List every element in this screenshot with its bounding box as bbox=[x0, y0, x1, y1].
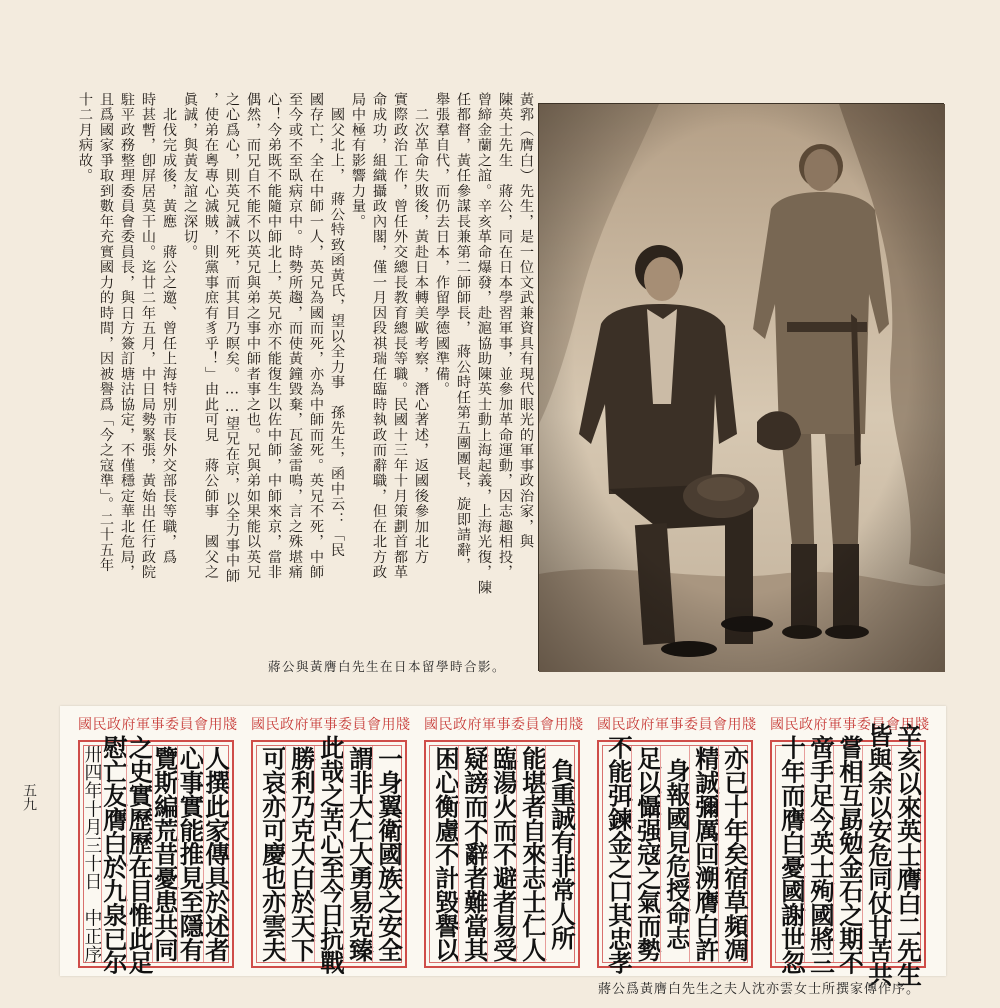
handwritten-line: 辛亥以來英士膺白二先生 bbox=[891, 746, 920, 962]
sheet-frame bbox=[424, 740, 580, 968]
text-column: 國父北上， 蔣公特致函黃氏，望以全力事 孫先生，函中云：「民 bbox=[329, 92, 345, 558]
text-column: 至今或不至臥病京中。時勢所趨，而使黃鐘毀棄，瓦釜雷鳴，言之殊堪痛 bbox=[287, 92, 303, 580]
handwritten-line: 身報國見危授命志 bbox=[660, 746, 689, 962]
handwritten-line: 勝利乃克大白於天下 bbox=[285, 746, 314, 962]
page-number: 五九 bbox=[21, 783, 37, 811]
handwritten-line: 精誠彌厲回溯膺白許 bbox=[689, 746, 718, 962]
letter-caption: 蔣公爲黃膺白先生之夫人沈亦雲女士所撰家傳作序。 bbox=[598, 982, 921, 997]
sheet-frame bbox=[597, 734, 753, 974]
letterhead: 國民政府軍事委員會用牋 bbox=[251, 717, 411, 733]
handwritten-line: 人撰此家傳具於述者 bbox=[202, 746, 231, 962]
text-column: 命成功，組織攝政內閣，僅一月因段祺瑞任臨時執政而辭職，但在北方政 bbox=[371, 92, 387, 580]
handwritten-line: 臨湯火而不避者易受 bbox=[487, 746, 516, 962]
handwritten-line: 不能弭鍊金之口其忠孝 bbox=[605, 734, 634, 974]
handwritten-line: 十年而膺白憂國謝世忽 bbox=[778, 734, 807, 974]
letter-date-signature: 卅四年十月三十日 中正序 bbox=[81, 744, 103, 964]
text-column: 舉張羣自代，而仍去日本，作留學德國準備。 bbox=[434, 92, 450, 397]
handwritten-line: 慰亡友膺白於九泉已尔 bbox=[100, 734, 129, 974]
sheet-frame bbox=[251, 734, 407, 974]
handwritten-line: 亦已十年矣宿草頻凋 bbox=[718, 746, 747, 962]
sheet-frame bbox=[78, 734, 234, 974]
text-column: 時甚暫，卽屏居莫干山。迄廿二年五月，中日局勢緊張，黃始出任行政院 bbox=[140, 92, 156, 580]
letterhead: 國民政府軍事委員會用牋 bbox=[424, 717, 584, 733]
text-column: 實際政治工作，曾任外交總長教育總長等職。民國十三年十月策劃首都革 bbox=[392, 92, 408, 580]
text-column: 心！今弟既不能隨中師北上，英兄亦不能復生以佐中師，中師來京，當非 bbox=[266, 92, 282, 580]
letter-sheet-3 bbox=[424, 714, 584, 968]
text-column: 北伐完成後，黃應 蔣公之邀、曾任上海特別市長外交部長等職，爲 bbox=[161, 92, 177, 565]
text-column: 二次革命失敗後，黃赴日本轉美歐考察，潛心著述，返國後參加北方 bbox=[413, 92, 429, 565]
handwritten-line: 此哉之苦心至今日抗戰 bbox=[314, 746, 343, 962]
handwritten-line: 啻手足今英士殉國將三 bbox=[804, 746, 833, 962]
handwritten-preface-letter bbox=[60, 706, 946, 986]
handwritten-line: 能堪者自來志士仁人 bbox=[516, 746, 545, 962]
handwritten-line: 困心衡慮不計毀譽以 bbox=[432, 746, 461, 962]
text-column: 任都督，黃任參謀長兼第二師師長， 蔣公時任第五團團長，旋即請辭， bbox=[455, 92, 471, 573]
text-column: ，使弟在粵專心滅賊，則黨事庶有豸乎！」由此可見 蔣公師事 國父之 bbox=[203, 92, 219, 580]
text-column: 十二月病故。 bbox=[77, 92, 93, 184]
handwritten-line: 皆與余以安危同仗甘苦共 bbox=[862, 746, 891, 962]
article-text bbox=[14, 92, 534, 652]
text-column: 之心爲心，則英兄誠不死，而其目乃瞑矣。……望兄在京，以全力事中師 bbox=[224, 92, 240, 584]
handwritten-line: 一身翼衛國族之安全 bbox=[372, 746, 401, 962]
text-column: 黃郛（膺白）先生，是一位文武兼資具有現代眼光的軍事政治家，與 bbox=[518, 92, 534, 550]
handwritten-line: 心事實能推見至隱有 bbox=[176, 746, 206, 962]
text-column: 國存亡，全在中師一人，英兄為國而死，亦為中師而死。英兄不死，中師 bbox=[308, 92, 324, 580]
text-column: 偶然，而兄自不能不以英兄與弟之事中師者事之也。兄與弟如果能以英兄 bbox=[245, 92, 261, 580]
letterhead: 國民政府軍事委員會用牋 bbox=[770, 717, 930, 733]
handwritten-line: 足以懾强寇之氣而勢 bbox=[631, 746, 660, 962]
photo-caption: 蔣公與黃膺白先生在日本留學時合影。 bbox=[268, 659, 507, 674]
letterhead: 國民政府軍事委員會用牋 bbox=[78, 717, 238, 733]
photo-image bbox=[539, 104, 945, 672]
text-column: 駐平政務整理委員會委員長，與日方簽訂塘沽協定，不僅穩定華北危局， bbox=[119, 92, 135, 580]
letter-sheet-5 bbox=[78, 714, 238, 974]
handwritten-line: 負重誠有非常人所 bbox=[545, 746, 574, 962]
handwritten-line: 覽斯編荒昔憂患共同 bbox=[151, 746, 180, 962]
letter-sheet-1 bbox=[770, 714, 930, 986]
letter-sheet-4 bbox=[251, 714, 411, 974]
handwritten-line: 可哀亦可慶也亦雲夫 bbox=[259, 746, 288, 962]
text-column: 眞誠，與黃友誼之深切。 bbox=[182, 92, 198, 260]
handwritten-line: 之史實歷歷在目惟此足 bbox=[125, 734, 155, 974]
handwritten-line: 疑謗而不辭者難當其 bbox=[458, 746, 487, 962]
historical-photograph bbox=[538, 103, 944, 671]
text-column: 陳英士先生 蔣公，同在日本學習軍事，並參加革命運動，因志趣相投， bbox=[497, 92, 513, 580]
text-column: 局中極有影響力量。 bbox=[350, 92, 366, 230]
handwritten-line: 嘗相互勗勉金石之期不 bbox=[833, 746, 862, 962]
handwritten-line: 謂非大仁大勇易克臻 bbox=[343, 746, 372, 962]
text-column: 曾締金蘭之誼。辛亥革命爆發，赴滬協助陳英士動上海起義，上海光復，陳 bbox=[476, 92, 492, 596]
letterhead: 國民政府軍事委員會用牋 bbox=[597, 717, 757, 733]
letter-sheet-2 bbox=[597, 714, 757, 974]
text-column: 且爲國家爭取到數年充實國力的時間，因被譽爲「今之寇準」。二十五年 bbox=[98, 92, 114, 573]
